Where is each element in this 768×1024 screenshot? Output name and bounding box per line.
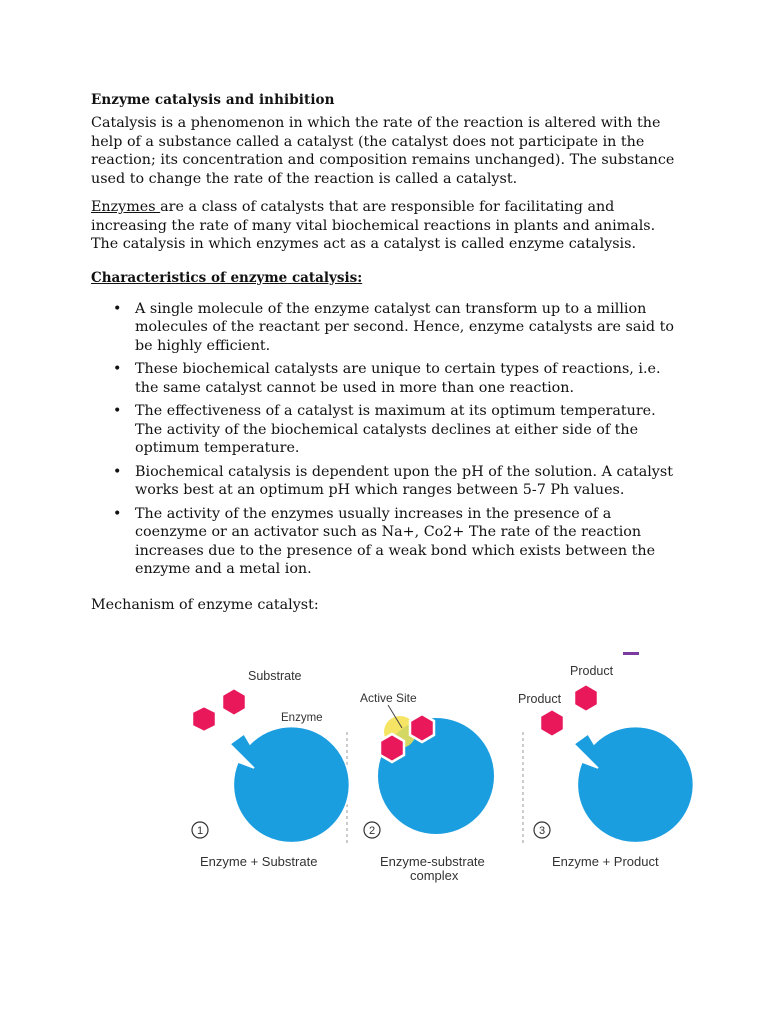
bullet-icon: • (113, 403, 122, 419)
bullet-icon: • (113, 300, 122, 317)
enzyme-label: Enzyme (281, 712, 323, 724)
substrate-icon (192, 706, 216, 732)
list-item (91, 402, 681, 458)
enzyme-mechanism-diagram (180, 650, 710, 890)
substrate-icon (410, 714, 434, 742)
mechanism-label: Mechanism of enzyme catalyst: (91, 596, 319, 613)
paragraph-catalysis: Catalysis is a phenomenon in which the rate of the reaction is altered with the help of a substance called a catalyst (the catalyst does not participate in the reaction; its concentration and composition remains unchanged). The substance used to change the rate of the reaction is called a catalyst. (91, 115, 675, 187)
step-caption: complex (410, 868, 459, 883)
bullet-icon: • (113, 361, 122, 377)
document-page (91, 92, 681, 614)
list-item (91, 463, 681, 500)
bullet-icon: • (113, 505, 122, 522)
list-item (91, 360, 681, 397)
enzymes-link[interactable]: Enzymes (91, 199, 161, 215)
step-number: 3 (538, 825, 546, 837)
paragraph-enzymes-text: are a class of catalysts that are responsible for facilitating and increasing the rate of many vital biochemical reactions in plants and animals. The catalysis in which enzymes act as a catalyst is called enzyme catalysis. (91, 199, 656, 252)
diagram-svg (180, 650, 710, 890)
step-caption: Enzyme + Substrate (200, 854, 318, 869)
substrate-label: Substrate (248, 669, 302, 683)
substrate-icon (222, 688, 246, 716)
bullet-icon: • (113, 463, 122, 480)
list-item-text: A single molecule of the enzyme catalyst can transform up to a million molecules of the reactant per second. Hence, enzyme catalysts are said to be highly efficient. (135, 300, 674, 354)
list-item-text: The effectiveness of a catalyst is maximum at its optimum temperature. The activity of the biochemical catalysts declines at either side of the optimum temperature. (135, 403, 656, 456)
page-heading: Enzyme catalysis and inhibition (91, 92, 335, 108)
product-label: Product (570, 664, 614, 678)
list-item-text: These biochemical catalysts are unique to certain types of reactions, i.e. the same catalyst cannot be used in more than one reaction. (135, 361, 661, 396)
paragraph-enzymes (91, 198, 681, 254)
legend-mark (623, 652, 639, 655)
step-number: 2 (368, 825, 376, 837)
list-item-text: The activity of the enzymes usually increases in the presence of a coenzyme or an activator such as Na+, Co2+ The rate of the reaction increases due to the presence of a weak bond which exists between the enzyme and a metal ion. (135, 505, 656, 577)
list-item (91, 505, 681, 579)
active-site-label: Active Site (360, 691, 417, 705)
step-caption: Enzyme-substrate (380, 854, 485, 869)
list-item (91, 300, 681, 356)
characteristics-heading: Characteristics of enzyme catalysis: (91, 269, 363, 286)
substrate-icon (380, 734, 404, 762)
enzyme-icon (574, 727, 693, 843)
step-caption: Enzyme + Product (552, 854, 659, 869)
characteristics-list (91, 300, 681, 579)
product-label: Product (518, 692, 562, 706)
step-number: 1 (196, 825, 204, 837)
product-icon (574, 684, 598, 712)
list-item-text: Biochemical catalysis is dependent upon the pH of the solution. A catalyst works best at an optimum pH which ranges between 5-7 Ph values. (135, 463, 673, 498)
enzyme-icon (230, 727, 349, 843)
product-icon (540, 709, 564, 737)
